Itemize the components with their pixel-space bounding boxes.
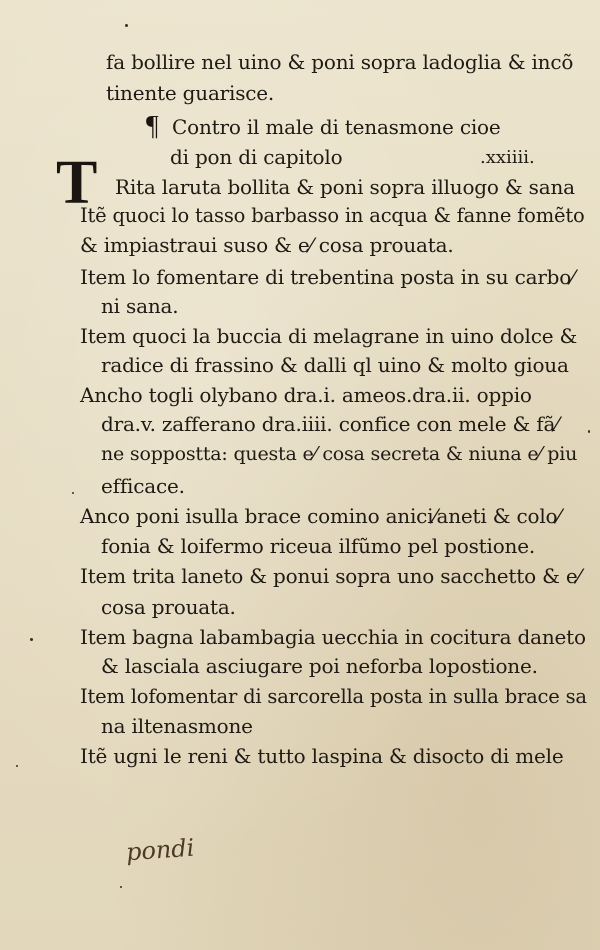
text-line-8: Item lo fomentare di trebentina posta in su carbo⁄ [80, 265, 575, 289]
text-line-22: Item lofomentar di sarcorella posta in sulla brace sa [80, 685, 587, 708]
text-line-18: Item trita laneto & ponui sopra uno sacchetto & e⁄ [80, 564, 581, 588]
text-line-10: Item quoci la buccia di melagrane in uino dolce & [80, 324, 578, 348]
chapter-heading-continued: di pon di capitolo [170, 145, 343, 169]
text-line-13: dra.v. zafferano dra.iiii. confice con mele & fã⁄ [101, 412, 559, 436]
text-line-5: Rita laruta bollita & poni sopra illuogo & sana [115, 175, 575, 199]
text-line-6: Itẽ quoci lo tasso barbasso in acqua & fanne fomẽto [80, 204, 585, 227]
text-line-2: tinente guarisce. [106, 81, 275, 105]
pilcrow-mark: ¶ [146, 111, 159, 142]
ink-speck [72, 492, 74, 494]
initial-capital: T [56, 149, 98, 217]
ink-speck [120, 886, 122, 888]
text-line-21: & lasciala asciugare poi neforba lopostione. [101, 654, 538, 678]
text-line-20: Item bagna labambagia uecchia in cocitura daneto [80, 625, 586, 649]
ink-speck [30, 638, 33, 641]
text-line-15: efficace. [101, 474, 185, 498]
ink-speck [125, 24, 128, 27]
text-line-7: & impiastraui suso & e⁄ cosa prouata. [80, 233, 454, 257]
chapter-number: .xxiiii. [480, 147, 535, 168]
text-line-19: cosa prouata. [101, 595, 236, 619]
text-line-17: fonia & loifermo riceua ilfũmo pel postione. [101, 534, 536, 558]
chapter-heading: Contro il male di tenasmone cioe [172, 115, 501, 139]
text-line-12: Ancho togli olybano dra.i. ameos.dra.ii. oppio [80, 383, 532, 407]
text-line-16: Anco poni isulla brace comino anici⁄aneti & colo⁄ [80, 504, 561, 528]
handwritten-annotation: pondi [125, 833, 196, 867]
ink-speck [16, 765, 18, 767]
text-line-24: Itẽ ugni le reni & tutto laspina & disocto di mele [80, 744, 564, 768]
text-line-23: na iltenasmone [101, 714, 253, 738]
text-line-9: ni sana. [101, 294, 179, 318]
text-line-14: ne soppostta: questa e⁄ cosa secreta & niuna e⁄ piu [101, 443, 578, 465]
ink-speck [588, 430, 590, 433]
text-line-11: radice di frassino & dalli ql uino & molto gioua [101, 353, 569, 377]
text-line-1: fa bollire nel uino & poni sopra ladoglia & incõ [106, 50, 574, 74]
